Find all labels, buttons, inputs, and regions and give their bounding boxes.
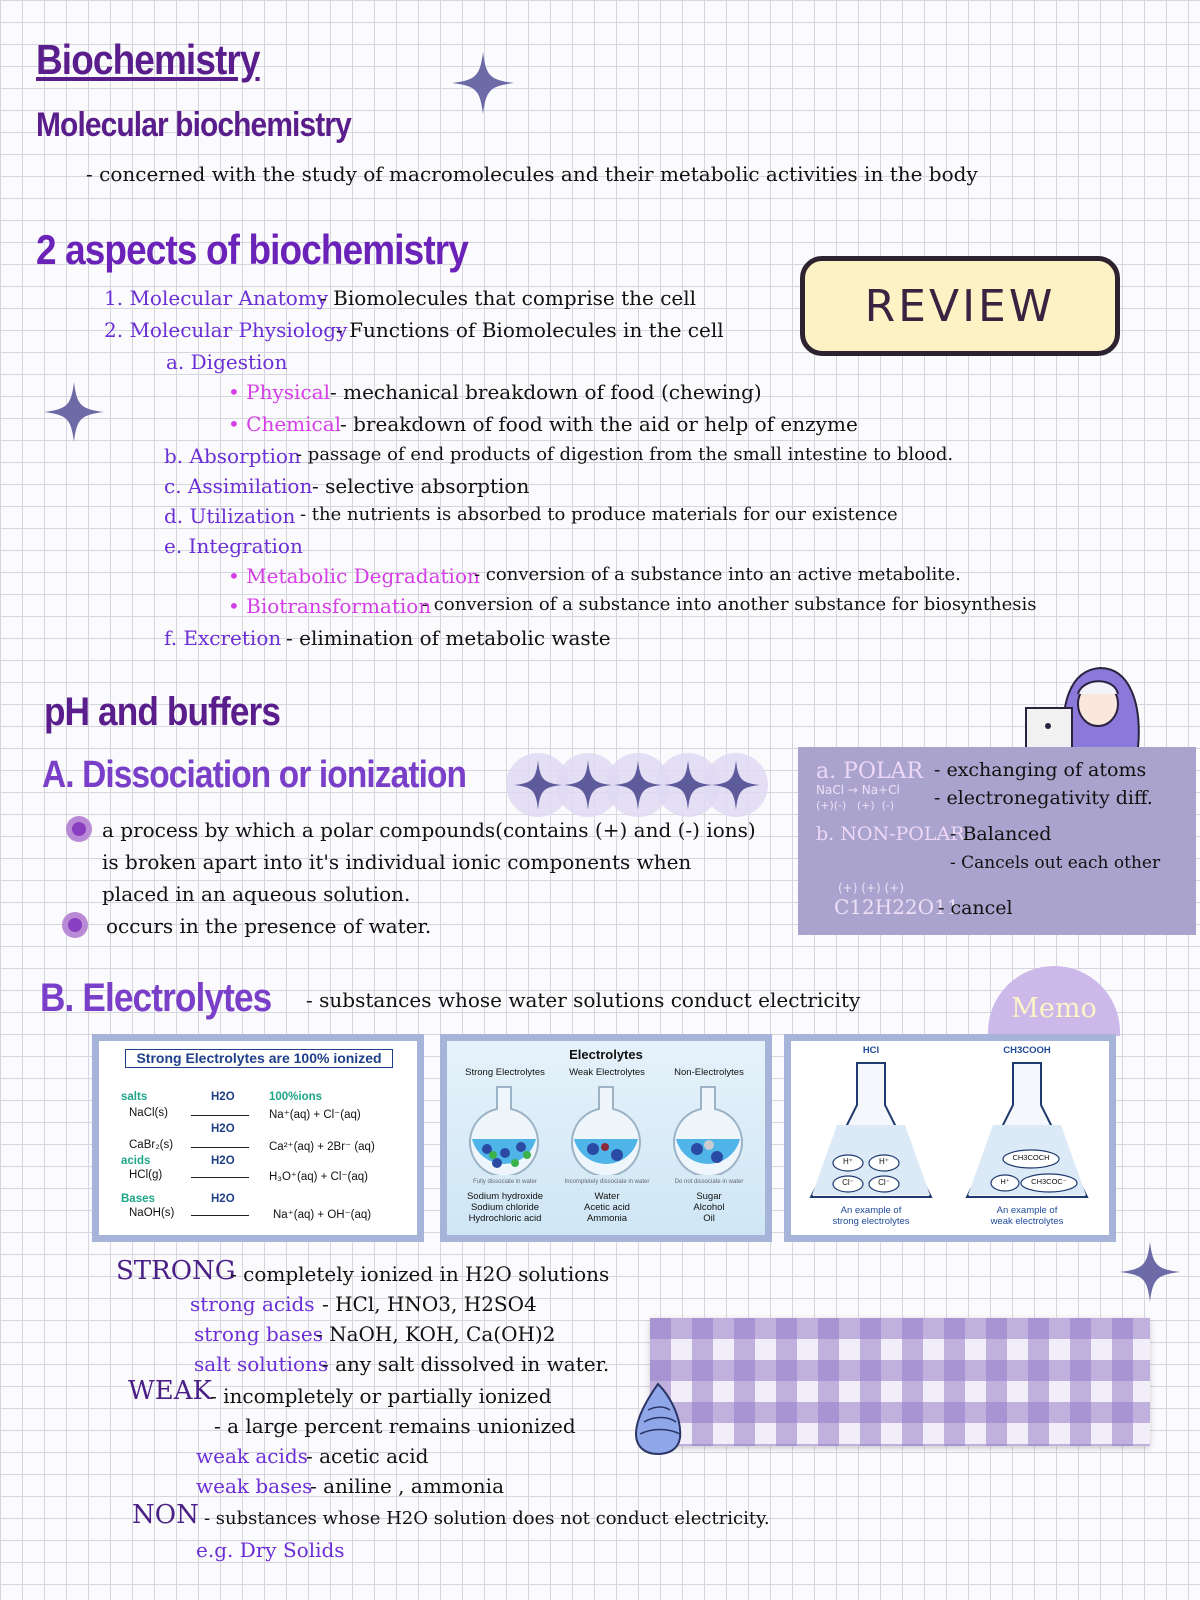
strong-acids-def: - HCl, HNO3, H2SO4 bbox=[322, 1292, 537, 1316]
bullet-icon bbox=[62, 912, 88, 938]
strong-label: STRONG bbox=[116, 1256, 236, 1286]
digestion-term: a. Digestion bbox=[166, 350, 288, 374]
card1-title: Strong Electrolytes are 100% ionized bbox=[125, 1049, 393, 1068]
card1-row4-left: NaOH(s) bbox=[129, 1207, 175, 1219]
card1-ions-label: 100%ions bbox=[269, 1091, 323, 1103]
card2-strong-ex1: Sodium hydroxide bbox=[466, 1191, 544, 1202]
subtitle-description: - concerned with the study of macromolecules and their metabolic activities in the body bbox=[86, 162, 978, 186]
ph-heading: pH and buffers bbox=[44, 690, 281, 734]
section-subtitle: Molecular biochemistry bbox=[36, 106, 351, 144]
weak-def2: - a large percent remains unionized bbox=[214, 1414, 576, 1438]
card1-arrow bbox=[191, 1147, 249, 1148]
weak-def1: - incompletely or partially ionized bbox=[210, 1384, 552, 1408]
card2-note-weak: Incompletely dissociate in water bbox=[564, 1179, 650, 1185]
integration-term: e. Integration bbox=[164, 534, 303, 558]
nonpolar-def2: - Cancels out each other bbox=[950, 853, 1161, 873]
card2-header-non: Non-Electrolytes bbox=[674, 1067, 744, 1078]
card2-header-weak: Weak Electrolytes bbox=[569, 1067, 645, 1078]
strong-bases-def: - NaOH, KOH, Ca(OH)2 bbox=[316, 1322, 556, 1346]
physiology-def: - Functions of Biomolecules in the cell bbox=[336, 318, 724, 342]
utilization-def: - the nutrients is absorbed to produce materials for our existence bbox=[300, 504, 898, 525]
weak-acids-term: weak acids bbox=[196, 1444, 308, 1468]
absorption-def: - passage of end products of digestion from the small intestine to blood. bbox=[296, 444, 954, 465]
card1-row3-right: H₃O⁺(aq) + Cl⁻(aq) bbox=[269, 1171, 368, 1183]
star-row-decoration bbox=[502, 752, 772, 823]
polar-def2: - electronegativity diff. bbox=[934, 787, 1153, 809]
left-caption1: An example of bbox=[840, 1205, 902, 1216]
card2-note-strong: Fully dissociate in water bbox=[473, 1179, 537, 1185]
weak-label: WEAK bbox=[128, 1376, 212, 1406]
card1-h2o-label: H2O bbox=[211, 1123, 235, 1135]
acetic-molecule: CH3COCH bbox=[1012, 1153, 1050, 1162]
assimilation-def: - selective absorption bbox=[312, 474, 530, 498]
sugar-formula: C12H22O11 bbox=[834, 895, 960, 919]
excretion-term: f. Excretion bbox=[164, 626, 282, 650]
electrolytes-definition: - substances whose water solutions conduct electricity bbox=[306, 988, 861, 1012]
polar-nonpolar-panel bbox=[798, 747, 1196, 935]
weak-bases-term: weak bases bbox=[196, 1474, 313, 1498]
biotransformation-term: • Biotransformation bbox=[228, 594, 432, 618]
aspects-heading: 2 aspects of biochemistry bbox=[36, 226, 468, 273]
dissociation-line3: placed in an aqueous solution. bbox=[102, 882, 411, 906]
card2-note-non: Do not dissociate in water bbox=[674, 1179, 744, 1185]
card1-row2-right: Ca²⁺(aq) + 2Br⁻ (aq) bbox=[269, 1141, 375, 1153]
salt-solutions-def: - any salt dissolved in water. bbox=[322, 1352, 610, 1376]
dissociation-line1: a process by which a polar compounds(contains (+) and (-) ions) bbox=[102, 818, 756, 842]
non-example: e.g. Dry Solids bbox=[196, 1538, 345, 1562]
ion-cl1: Cl⁻ bbox=[842, 1178, 854, 1187]
non-def: - substances whose H2O solution does not conduct electricity. bbox=[204, 1508, 770, 1529]
card1-arrow bbox=[191, 1215, 249, 1216]
hcl-label: HCl bbox=[862, 1045, 880, 1056]
polar-label: a. POLAR bbox=[816, 759, 924, 784]
anatomy-def: - Biomolecules that comprise the cell bbox=[320, 286, 697, 310]
electrolytes-heading: B. Electrolytes bbox=[40, 976, 272, 1020]
polar-def1: - exchanging of atoms bbox=[934, 759, 1147, 781]
nonpolar-label: b. NON-POLAR bbox=[816, 823, 965, 845]
card2-non-ex2: Alcohol bbox=[693, 1202, 725, 1213]
ion-h1: H⁺ bbox=[843, 1157, 853, 1166]
memo-label: Memo bbox=[988, 966, 1120, 1036]
assimilation-term: c. Assimilation bbox=[164, 474, 313, 498]
card1-bases-label: Bases bbox=[121, 1193, 155, 1205]
gingham-tape-decoration bbox=[650, 1318, 1150, 1446]
card2-strong-ex2: Sodium chloride bbox=[470, 1202, 540, 1213]
electrolytes-flasks-card bbox=[440, 1034, 772, 1242]
anatomy-term: 1. Molecular Anatomy bbox=[104, 286, 329, 310]
nonpolar-def1: - Balanced bbox=[950, 823, 1052, 845]
chemical-term: • Chemical bbox=[228, 412, 342, 436]
bullet-icon bbox=[66, 816, 92, 842]
nacl-equation: NaCl → Na+Cl bbox=[816, 783, 900, 797]
dissociation-bullet2: occurs in the presence of water. bbox=[106, 914, 432, 938]
sparkle-star-icon bbox=[452, 52, 514, 114]
card2-non-ex3: Oil bbox=[703, 1213, 715, 1224]
left-caption2: strong electrolytes bbox=[832, 1216, 910, 1227]
strong-def: - completely ionized in H2O solutions bbox=[230, 1262, 610, 1286]
card1-row1-right: Na⁺(aq) + Cl⁻(aq) bbox=[269, 1109, 361, 1121]
card2-weak-ex1: Water bbox=[594, 1191, 620, 1202]
biotransformation-def: - conversion of a substance into another substance for biosynthesis bbox=[422, 594, 1037, 615]
card1-arrow bbox=[191, 1115, 249, 1116]
card1-arrow bbox=[191, 1177, 249, 1178]
ion-h2: H⁺ bbox=[879, 1157, 889, 1166]
acetate-ion: CH3COC⁻ bbox=[1031, 1177, 1067, 1186]
card2-non-ex1: Sugar bbox=[696, 1191, 722, 1202]
strong-acids-term: strong acids bbox=[190, 1292, 315, 1316]
card2-strong-ex3: Hydrochloric acid bbox=[468, 1213, 542, 1224]
sparkle-star-icon bbox=[1120, 1242, 1180, 1302]
sugar-charges: (+) (+) (+) bbox=[838, 881, 904, 895]
physical-def: - mechanical breakdown of food (chewing) bbox=[330, 380, 762, 404]
excretion-def: - elimination of metabolic waste bbox=[286, 626, 611, 650]
card1-row2-left: CaBr₂(s) bbox=[129, 1139, 174, 1151]
chemical-def: - breakdown of food with the aid or help of enzyme bbox=[340, 412, 858, 436]
non-label: NON bbox=[132, 1500, 199, 1530]
card1-row4-right: Na⁺(aq) + OH⁻(aq) bbox=[273, 1209, 372, 1221]
card2-title: Electrolytes bbox=[569, 1047, 643, 1062]
card1-salts-label: salts bbox=[121, 1091, 148, 1103]
utilization-term: d. Utilization bbox=[164, 504, 296, 528]
sugar-def: - cancel bbox=[938, 897, 1013, 919]
card1-h2o-label: H2O bbox=[211, 1155, 235, 1167]
page-title: Biochemistry bbox=[36, 36, 260, 83]
dissociation-line2: is broken apart into it's individual ionic components when bbox=[102, 850, 692, 874]
right-caption1: An example of bbox=[996, 1205, 1058, 1216]
card2-header-strong: Strong Electrolytes bbox=[465, 1067, 545, 1078]
card1-row3-left: HCl(g) bbox=[129, 1169, 163, 1181]
acid-flasks-card bbox=[784, 1034, 1116, 1242]
nacl-charges: (+)(-) (+) (-) bbox=[816, 799, 895, 812]
metabolic-degradation-term: • Metabolic Degradation bbox=[228, 564, 480, 588]
card1-row1-left: NaCl(s) bbox=[129, 1107, 168, 1119]
ion-cl2: Cl⁻ bbox=[878, 1178, 890, 1187]
three-flasks-illustration bbox=[447, 1083, 765, 1175]
card2-weak-ex3: Ammonia bbox=[586, 1213, 628, 1224]
sparkle-star-icon bbox=[44, 382, 104, 442]
physical-term: • Physical bbox=[228, 380, 330, 404]
absorption-term: b. Absorption bbox=[164, 444, 301, 468]
dissociation-heading: A. Dissociation or ionization bbox=[42, 754, 467, 796]
seashell-icon bbox=[630, 1382, 686, 1461]
card2-weak-ex2: Acetic acid bbox=[584, 1202, 630, 1213]
ion-h3: H⁺ bbox=[1000, 1177, 1010, 1186]
review-label: REVIEW bbox=[800, 256, 1120, 356]
weak-bases-def: - aniline , ammonia bbox=[310, 1474, 504, 1498]
card1-h2o-label: H2O bbox=[211, 1091, 235, 1103]
weak-acids-def: - acetic acid bbox=[306, 1444, 429, 1468]
metabolic-degradation-def: - conversion of a substance into an active metabolite. bbox=[474, 564, 961, 585]
card1-h2o-label: H2O bbox=[211, 1193, 235, 1205]
girl-laptop-illustration bbox=[1020, 664, 1160, 753]
physiology-term: 2. Molecular Physiology bbox=[104, 318, 348, 342]
strong-bases-term: strong bases bbox=[194, 1322, 324, 1346]
card1-acids-label: acids bbox=[121, 1155, 151, 1167]
strong-electrolytes-card bbox=[92, 1034, 424, 1242]
right-caption2: weak electrolytes bbox=[990, 1216, 1064, 1227]
acetic-acid-label: CH3COOH bbox=[1003, 1045, 1051, 1056]
salt-solutions-term: salt solutions bbox=[194, 1352, 329, 1376]
